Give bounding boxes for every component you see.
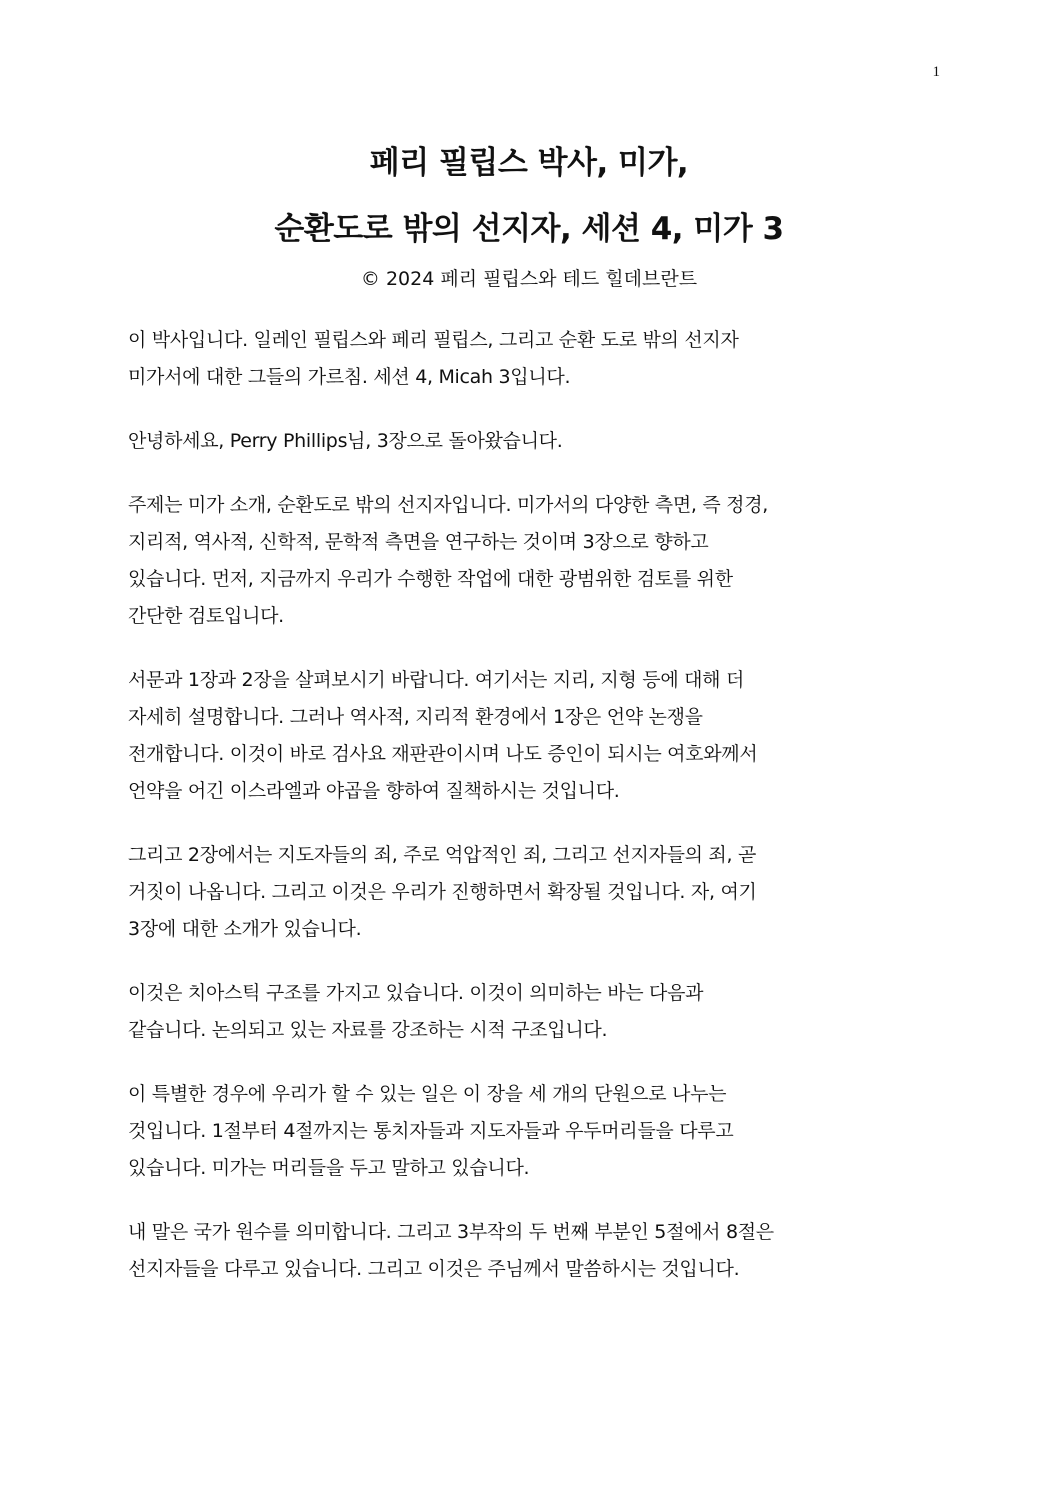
text-line: 있습니다. 미가는 머리들을 두고 말하고 있습니다. xyxy=(128,1157,530,1179)
paragraph xyxy=(128,1214,928,1288)
text-line: 안녕하세요, Perry Phillips님, 3장으로 돌아왔습니다. xyxy=(128,430,563,452)
text-line: 전개합니다. 이것이 바로 검사요 재판관이시며 나도 증인이 되시는 여호와께서 xyxy=(128,743,758,765)
paragraph xyxy=(128,423,928,460)
text-line: 선지자들을 다루고 있습니다. 그리고 이것은 주님께서 말씀하시는 것입니다. xyxy=(128,1258,740,1280)
text-line: 같습니다. 논의되고 있는 자료를 강조하는 시적 구조입니다. xyxy=(128,1019,608,1041)
paragraph xyxy=(128,487,928,635)
title-line-2: 순환도로 밖의 선지자, 세션 4, 미가 3 xyxy=(274,211,784,247)
title-block xyxy=(100,130,958,294)
text-line: 언약을 어긴 이스라엘과 야곱을 향하여 질책하시는 것입니다. xyxy=(128,780,620,802)
body-text xyxy=(128,322,928,1315)
page-number: 1 xyxy=(932,64,940,80)
text-line: 이것은 치아스틱 구조를 가지고 있습니다. 이것이 의미하는 바는 다음과 xyxy=(128,982,704,1004)
text-line: 있습니다. 먼저, 지금까지 우리가 수행한 작업에 대한 광범위한 검토를 위한 xyxy=(128,568,733,590)
paragraph xyxy=(128,1076,928,1187)
text-line: 것입니다. 1절부터 4절까지는 통치자들과 지도자들과 우두머리들을 다루고 xyxy=(128,1120,734,1142)
paragraph xyxy=(128,837,928,948)
text-line: 서문과 1장과 2장을 살펴보시기 바랍니다. 여기서는 지리, 지형 등에 대해 더 xyxy=(128,669,745,691)
paragraph xyxy=(128,322,928,396)
text-line: 지리적, 역사적, 신학적, 문학적 측면을 연구하는 것이며 3장으로 향하고 xyxy=(128,531,709,553)
text-line: 거짓이 나옵니다. 그리고 이것은 우리가 진행하면서 확장될 것입니다. 자, 여기 xyxy=(128,881,757,903)
text-line: 미가서에 대한 그들의 가르침. 세션 4, Micah 3입니다. xyxy=(128,366,571,388)
text-line: 3장에 대한 소개가 있습니다. xyxy=(128,918,362,940)
paragraph xyxy=(128,975,928,1049)
text-line: 자세히 설명합니다. 그러나 역사적, 지리적 환경에서 1장은 언약 논쟁을 xyxy=(128,706,703,728)
text-line: 간단한 검토입니다. xyxy=(128,605,284,627)
text-line: 이 특별한 경우에 우리가 할 수 있는 일은 이 장을 세 개의 단원으로 나누는 xyxy=(128,1083,727,1105)
text-line: 주제는 미가 소개, 순환도로 밖의 선지자입니다. 미가서의 다양한 측면, 즉 정경, xyxy=(128,494,769,516)
text-line: 내 말은 국가 원수를 의미합니다. 그리고 3부작의 두 번째 부분인 5절에서 8절은 xyxy=(128,1221,774,1243)
copyright-line: © 2024 페리 필립스와 테드 힐데브란트 xyxy=(360,268,698,290)
paragraph xyxy=(128,662,928,810)
title-line-1: 페리 필립스 박사, 미가, xyxy=(369,145,689,181)
text-line: 이 박사입니다. 일레인 필립스와 페리 필립스, 그리고 순환 도로 밖의 선지자 xyxy=(128,329,739,351)
text-line: 그리고 2장에서는 지도자들의 죄, 주로 억압적인 죄, 그리고 선지자들의 죄, 곧 xyxy=(128,844,757,866)
